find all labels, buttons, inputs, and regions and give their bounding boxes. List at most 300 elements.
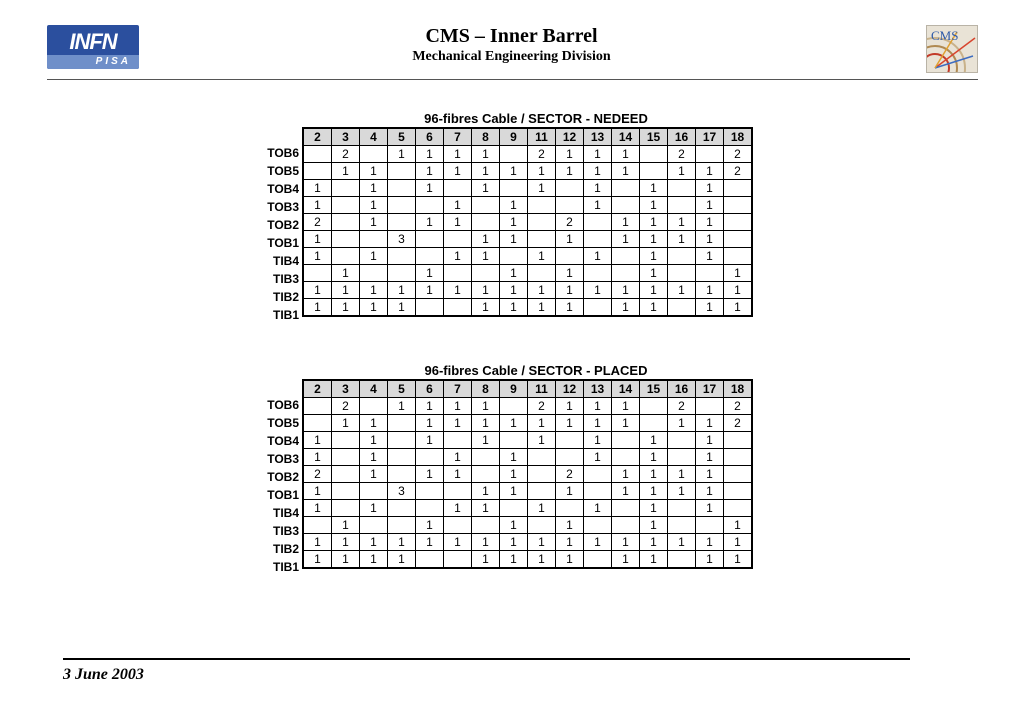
table-cell: [332, 449, 360, 466]
table-cell: 1: [668, 282, 696, 299]
table-cell: 1: [640, 299, 668, 317]
table-cell: [500, 398, 528, 415]
row-label: TOB1: [267, 236, 299, 250]
table-row: [303, 483, 752, 500]
table-cell: [612, 180, 640, 197]
table-cell: 1: [556, 483, 584, 500]
table-cell: 1: [303, 432, 332, 449]
table-cell: 1: [612, 415, 640, 432]
table-cell: [332, 197, 360, 214]
table-cell: 1: [584, 146, 612, 163]
table-cell: [612, 517, 640, 534]
column-header: 3: [332, 128, 360, 146]
table-cell: 2: [724, 415, 753, 432]
table-cell: [388, 415, 416, 432]
table-cell: [444, 517, 472, 534]
table-cell: [500, 500, 528, 517]
table-cell: [556, 500, 584, 517]
cable-grid: [302, 127, 753, 317]
table-cell: [528, 449, 556, 466]
table-cell: 1: [668, 483, 696, 500]
table-cell: [528, 483, 556, 500]
table-cell: 1: [303, 197, 332, 214]
footer-divider: [63, 658, 910, 660]
table-cell: 1: [724, 517, 753, 534]
table-cell: 1: [668, 163, 696, 180]
column-header: 7: [444, 380, 472, 398]
table-cell: 1: [612, 534, 640, 551]
table-cell: [472, 517, 500, 534]
page-subtitle: Mechanical Engineering Division: [412, 49, 611, 64]
table-cell: 1: [332, 163, 360, 180]
column-header: 18: [724, 380, 753, 398]
table-cell: 2: [303, 466, 332, 483]
table-cell: 2: [724, 163, 753, 180]
table-cell: [303, 163, 332, 180]
table-cell: 1: [640, 231, 668, 248]
row-labels: [255, 144, 299, 324]
table-cell: 1: [388, 534, 416, 551]
table-cell: 1: [528, 432, 556, 449]
table-cell: 1: [472, 500, 500, 517]
table-cell: 1: [332, 299, 360, 317]
table-cell: [472, 214, 500, 231]
table-cell: 1: [612, 483, 640, 500]
table-cell: 1: [696, 282, 724, 299]
table-cell: 2: [528, 146, 556, 163]
table-cell: 1: [528, 282, 556, 299]
table-cell: [303, 517, 332, 534]
table-cell: 1: [444, 248, 472, 265]
table-cell: 1: [388, 398, 416, 415]
table-cell: 1: [303, 248, 332, 265]
table-cell: 1: [444, 449, 472, 466]
table-cell: 1: [444, 146, 472, 163]
table-cell: 1: [388, 282, 416, 299]
table-title: 96-fibres Cable / SECTOR - PLACED: [424, 363, 648, 378]
table-cell: 1: [696, 449, 724, 466]
table-cell: 1: [332, 282, 360, 299]
table-cell: [724, 432, 753, 449]
table-cell: 1: [528, 248, 556, 265]
table-cell: 1: [360, 282, 388, 299]
column-header: 12: [556, 380, 584, 398]
table-cell: [668, 449, 696, 466]
table-cell: [584, 466, 612, 483]
table-cell: 3: [388, 483, 416, 500]
column-header: 16: [668, 380, 696, 398]
table-cell: [668, 551, 696, 569]
cms-logo: [926, 25, 978, 73]
column-header: 17: [696, 128, 724, 146]
table-cell: 1: [332, 415, 360, 432]
table-cell: 1: [584, 449, 612, 466]
table-cell: 1: [640, 483, 668, 500]
table-cell: 1: [360, 163, 388, 180]
table-cell: [444, 432, 472, 449]
column-header: 16: [668, 128, 696, 146]
table-row: [303, 214, 752, 231]
table-cell: 1: [360, 534, 388, 551]
table-cell: 1: [360, 432, 388, 449]
table-cell: [303, 415, 332, 432]
table-row: [303, 265, 752, 282]
table-cell: 1: [332, 265, 360, 282]
table-cell: 1: [303, 449, 332, 466]
column-header: 9: [500, 380, 528, 398]
table-cell: 2: [332, 146, 360, 163]
table-cell: 1: [640, 197, 668, 214]
column-header: 11: [528, 128, 556, 146]
column-header: 3: [332, 380, 360, 398]
table-cell: 1: [444, 197, 472, 214]
table-cell: 1: [472, 248, 500, 265]
column-header: 12: [556, 128, 584, 146]
table-cell: 1: [724, 534, 753, 551]
column-header: 14: [612, 128, 640, 146]
column-header: 13: [584, 380, 612, 398]
column-header: 6: [416, 380, 444, 398]
column-header: 13: [584, 128, 612, 146]
table-cell: 1: [528, 299, 556, 317]
table-cell: [724, 231, 753, 248]
table-cell: 1: [696, 432, 724, 449]
table-cell: [388, 432, 416, 449]
table-cell: 1: [556, 517, 584, 534]
column-header: 9: [500, 128, 528, 146]
table-cell: 1: [472, 415, 500, 432]
table-row: [303, 398, 752, 415]
table-row: [303, 146, 752, 163]
row-label: TIB3: [272, 524, 299, 538]
table-cell: 1: [416, 517, 444, 534]
cms-logo-text: CMS: [931, 28, 959, 43]
table-cell: 1: [472, 299, 500, 317]
table-cell: 1: [303, 551, 332, 569]
row-label: TOB5: [267, 164, 299, 178]
table-cell: 1: [640, 180, 668, 197]
table-cell: [416, 299, 444, 317]
column-header: 2: [303, 128, 332, 146]
table-cell: [332, 466, 360, 483]
table-cell: [444, 483, 472, 500]
table-cell: [640, 415, 668, 432]
table-cell: [668, 197, 696, 214]
table-cell: [472, 466, 500, 483]
table-cell: [528, 265, 556, 282]
table-cell: [416, 483, 444, 500]
column-header: 4: [360, 128, 388, 146]
table-cell: [528, 197, 556, 214]
table-cell: 1: [696, 197, 724, 214]
table-cell: [556, 449, 584, 466]
table-cell: [444, 180, 472, 197]
table-cell: 1: [360, 466, 388, 483]
table-cell: [556, 248, 584, 265]
table-cell: 1: [584, 197, 612, 214]
table-cell: 2: [724, 146, 753, 163]
table-cell: 1: [584, 500, 612, 517]
row-label: TOB4: [267, 434, 299, 448]
table-cell: [556, 197, 584, 214]
footer-date: 3 June 2003: [63, 666, 144, 683]
table-cell: [584, 483, 612, 500]
table-cell: [668, 500, 696, 517]
table-cell: 1: [500, 265, 528, 282]
table-cell: 2: [332, 398, 360, 415]
table-cell: 1: [584, 534, 612, 551]
table-cell: 1: [584, 163, 612, 180]
table-cell: [584, 214, 612, 231]
table-cell: [696, 517, 724, 534]
table-cell: [388, 449, 416, 466]
table-row: [303, 163, 752, 180]
table-cell: [584, 551, 612, 569]
table-cell: [584, 299, 612, 317]
table-cell: 1: [303, 500, 332, 517]
table-cell: [332, 248, 360, 265]
table-cell: [416, 197, 444, 214]
table-cell: 1: [556, 265, 584, 282]
table-cell: 1: [360, 180, 388, 197]
table-cell: [388, 500, 416, 517]
table-row: [303, 231, 752, 248]
table-cell: 2: [724, 398, 753, 415]
table-cell: [444, 231, 472, 248]
table-cell: [724, 214, 753, 231]
table-cell: 1: [444, 466, 472, 483]
table-cell: 1: [640, 449, 668, 466]
table-cell: 1: [303, 282, 332, 299]
table-cell: [612, 265, 640, 282]
table-cell: 1: [416, 265, 444, 282]
column-header: 5: [388, 128, 416, 146]
table-cell: 1: [444, 398, 472, 415]
table-cell: [360, 398, 388, 415]
table-cell: 1: [696, 415, 724, 432]
table-cell: 1: [668, 214, 696, 231]
table-cell: [332, 214, 360, 231]
table-cell: [303, 398, 332, 415]
column-header: 18: [724, 128, 753, 146]
table-cell: 1: [360, 214, 388, 231]
table-cell: 1: [500, 231, 528, 248]
table-cell: 1: [360, 197, 388, 214]
table-cell: 1: [416, 415, 444, 432]
table-cell: 1: [612, 299, 640, 317]
table-cell: 1: [528, 534, 556, 551]
row-label: TOB4: [267, 182, 299, 196]
table-cell: 1: [528, 163, 556, 180]
table-cell: [640, 146, 668, 163]
table-cell: 1: [696, 163, 724, 180]
table-cell: 1: [556, 299, 584, 317]
table-cell: [612, 197, 640, 214]
table-cell: 1: [444, 534, 472, 551]
table-cell: [640, 398, 668, 415]
column-header: 2: [303, 380, 332, 398]
table-cell: [360, 231, 388, 248]
row-label: TOB2: [267, 470, 299, 484]
table-cell: 1: [500, 415, 528, 432]
table-row: [303, 299, 752, 317]
table-cell: 1: [640, 432, 668, 449]
table-cell: [724, 180, 753, 197]
table-cell: 1: [696, 299, 724, 317]
table-cell: 1: [696, 500, 724, 517]
table-cell: 1: [696, 483, 724, 500]
table-cell: [724, 449, 753, 466]
table-cell: 1: [612, 214, 640, 231]
header-divider: [47, 79, 978, 80]
table-cell: 1: [416, 432, 444, 449]
table-cell: 1: [472, 398, 500, 415]
table-cell: 1: [724, 551, 753, 569]
table-row: [303, 432, 752, 449]
column-header: 5: [388, 380, 416, 398]
table-cell: 1: [696, 248, 724, 265]
table-cell: [528, 214, 556, 231]
table-cell: [332, 180, 360, 197]
table-cell: [500, 146, 528, 163]
table-cell: 1: [696, 180, 724, 197]
table-cell: 2: [668, 398, 696, 415]
table-cell: 1: [444, 415, 472, 432]
row-label: TOB6: [267, 146, 299, 160]
table-cell: 1: [472, 231, 500, 248]
table-cell: [444, 265, 472, 282]
table-cell: [416, 248, 444, 265]
table-cell: 1: [640, 265, 668, 282]
table-cell: 1: [556, 146, 584, 163]
table-cell: 2: [668, 146, 696, 163]
table-cell: [612, 500, 640, 517]
table-cell: 2: [528, 398, 556, 415]
table-cell: 1: [612, 466, 640, 483]
table-cell: 1: [332, 551, 360, 569]
table-cell: 1: [640, 500, 668, 517]
table-cell: [584, 231, 612, 248]
table-cell: 1: [332, 517, 360, 534]
table-cell: [388, 180, 416, 197]
table-cell: 1: [640, 517, 668, 534]
table-cell: [668, 248, 696, 265]
table-cell: 1: [416, 146, 444, 163]
table-cell: 1: [500, 483, 528, 500]
column-header: 17: [696, 380, 724, 398]
table-cell: 1: [360, 551, 388, 569]
table-cell: [612, 432, 640, 449]
table-cell: 1: [556, 415, 584, 432]
table-cell: [500, 432, 528, 449]
table-cell: [696, 146, 724, 163]
table-cell: [724, 248, 753, 265]
header-row: [303, 380, 752, 398]
table-cell: [416, 449, 444, 466]
table-cell: 1: [640, 534, 668, 551]
table-cell: [696, 398, 724, 415]
table-cell: 1: [500, 282, 528, 299]
table-cell: 1: [444, 282, 472, 299]
table-cell: [388, 197, 416, 214]
table-cell: 1: [500, 551, 528, 569]
table-cell: [668, 180, 696, 197]
table-cell: 1: [360, 248, 388, 265]
table-cell: [724, 466, 753, 483]
table-cell: [640, 163, 668, 180]
table-cell: 1: [360, 299, 388, 317]
table-cell: 1: [556, 163, 584, 180]
table-cell: 1: [416, 534, 444, 551]
table-cell: 1: [612, 163, 640, 180]
table-cell: 1: [668, 231, 696, 248]
table-row: [303, 551, 752, 569]
table-cell: 2: [556, 466, 584, 483]
table-cell: [388, 265, 416, 282]
table-cell: 1: [500, 163, 528, 180]
table-cell: 1: [332, 534, 360, 551]
table-cell: 1: [303, 299, 332, 317]
table-cell: [528, 466, 556, 483]
header-row: [303, 128, 752, 146]
table-cell: 1: [584, 432, 612, 449]
table-cell: [668, 265, 696, 282]
table-cell: 1: [556, 231, 584, 248]
table-cell: [528, 517, 556, 534]
table-cell: [584, 517, 612, 534]
table-cell: 1: [472, 534, 500, 551]
row-label: TIB2: [272, 542, 299, 556]
table-cell: 1: [416, 214, 444, 231]
table-cell: [303, 146, 332, 163]
table-row: [303, 180, 752, 197]
column-header: 7: [444, 128, 472, 146]
table-cell: 1: [584, 398, 612, 415]
table-cell: 1: [668, 415, 696, 432]
column-header: 11: [528, 380, 556, 398]
table-cell: [303, 265, 332, 282]
row-labels: [255, 396, 299, 576]
table-cell: 1: [528, 500, 556, 517]
table-cell: [444, 299, 472, 317]
row-label: TIB1: [272, 560, 299, 574]
table-row: [303, 248, 752, 265]
table-cell: [500, 248, 528, 265]
table-cell: 1: [500, 449, 528, 466]
table-cell: [388, 517, 416, 534]
table-cell: 1: [472, 282, 500, 299]
table-cell: 1: [724, 299, 753, 317]
table-cell: [388, 163, 416, 180]
table-cell: 1: [500, 534, 528, 551]
table-cell: 1: [303, 534, 332, 551]
table-cell: 1: [500, 214, 528, 231]
table-cell: [360, 146, 388, 163]
table-cell: [696, 265, 724, 282]
row-label: TOB3: [267, 452, 299, 466]
table-cell: 1: [360, 415, 388, 432]
table-cell: 1: [528, 551, 556, 569]
table-cell: 1: [416, 282, 444, 299]
table-cell: 1: [584, 180, 612, 197]
table-cell: [360, 265, 388, 282]
table-cell: 1: [556, 551, 584, 569]
table-cell: 1: [640, 248, 668, 265]
table-cell: 1: [640, 551, 668, 569]
column-header: 6: [416, 128, 444, 146]
table-cell: [388, 248, 416, 265]
table-cell: 1: [444, 214, 472, 231]
